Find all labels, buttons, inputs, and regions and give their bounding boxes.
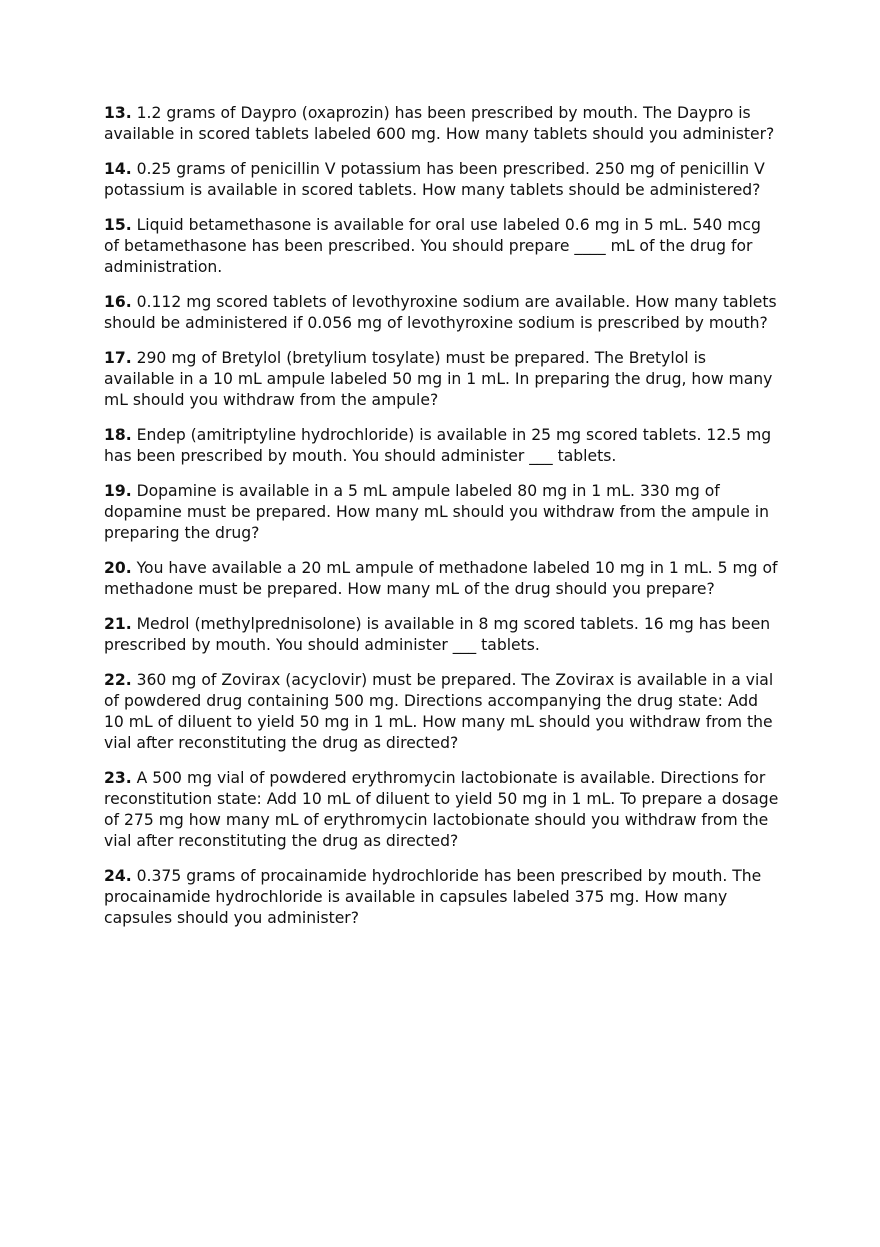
question-number: 17.: [104, 349, 132, 367]
question-number: 20.: [104, 559, 132, 577]
question-text: Medrol (methylprednisolone) is available in 8 mg scored tablets. 16 mg has been prescribed by mouth. You should administer ___ tablets.: [104, 615, 771, 654]
question-list: [104, 103, 780, 943]
question-text: Endep (amitriptyline hydrochloride) is available in 25 mg scored tablets. 12.5 mg has been prescribed by mouth. You should administer ___ tablets.: [104, 426, 772, 465]
question-text: 290 mg of Bretylol (bretylium tosylate) must be prepared. The Bretylol is available in a 10 mL ampule labeled 50 mg in 1 mL. In preparing the drug, how many mL should you withdraw from the ampule?: [104, 349, 773, 409]
question-number: 14.: [104, 160, 132, 178]
question-text: 0.112 mg scored tablets of levothyroxine sodium are available. How many tablets should be administered if 0.056 mg of levothyroxine sodium is prescribed by mouth?: [104, 293, 777, 332]
question-number: 13.: [104, 104, 132, 122]
question-number: 19.: [104, 482, 132, 500]
question-16: [104, 292, 780, 334]
question-text: 0.375 grams of procainamide hydrochloride has been prescribed by mouth. The procainamide hydrochloride is available in capsules labeled 375 mg. How many capsules should you administer?: [104, 867, 762, 927]
question-number: 21.: [104, 615, 132, 633]
question-text: 360 mg of Zovirax (acyclovir) must be prepared. The Zovirax is available in a vial of powdered drug containing 500 mg. Directions accompanying the drug state: Add 10 mL of diluent to yield 50 mg in 1 mL. How many mL should you withdraw from the vial after reconstituting the drug as directed?: [104, 671, 774, 752]
question-number: 24.: [104, 867, 132, 885]
question-18: [104, 425, 780, 467]
question-21: [104, 614, 780, 656]
question-15: [104, 215, 780, 278]
question-24: [104, 866, 780, 929]
question-text: 1.2 grams of Daypro (oxaprozin) has been prescribed by mouth. The Daypro is available in scored tablets labeled 600 mg. How many tablets should you administer?: [104, 104, 775, 143]
question-number: 18.: [104, 426, 132, 444]
question-20: [104, 558, 780, 600]
question-14: [104, 159, 780, 201]
question-number: 16.: [104, 293, 132, 311]
question-19: [104, 481, 780, 544]
question-23: [104, 768, 780, 852]
question-text: A 500 mg vial of powdered erythromycin lactobionate is available. Directions for reconstitution state: Add 10 mL of diluent to yield 50 mg in 1 mL. To prepare a dosage of 275 mg how many mL of erythromycin lactobionate should you withdraw from the vial after reconstituting the drug as directed?: [104, 769, 779, 850]
question-text: 0.25 grams of penicillin V potassium has been prescribed. 250 mg of penicillin V potassium is available in scored tablets. How many tablets should be administered?: [104, 160, 765, 199]
question-17: [104, 348, 780, 411]
question-number: 22.: [104, 671, 132, 689]
question-text: Liquid betamethasone is available for oral use labeled 0.6 mg in 5 mL. 540 mcg of betamethasone has been prescribed. You should prepare ____ mL of the drug for administration.: [104, 216, 761, 276]
question-text: You have available a 20 mL ampule of methadone labeled 10 mg in 1 mL. 5 mg of methadone must be prepared. How many mL of the drug should you prepare?: [104, 559, 778, 598]
question-13: [104, 103, 780, 145]
question-text: Dopamine is available in a 5 mL ampule labeled 80 mg in 1 mL. 330 mg of dopamine must be prepared. How many mL should you withdraw from the ampule in preparing the drug?: [104, 482, 769, 542]
question-22: [104, 670, 780, 754]
question-number: 23.: [104, 769, 132, 787]
question-number: 15.: [104, 216, 132, 234]
